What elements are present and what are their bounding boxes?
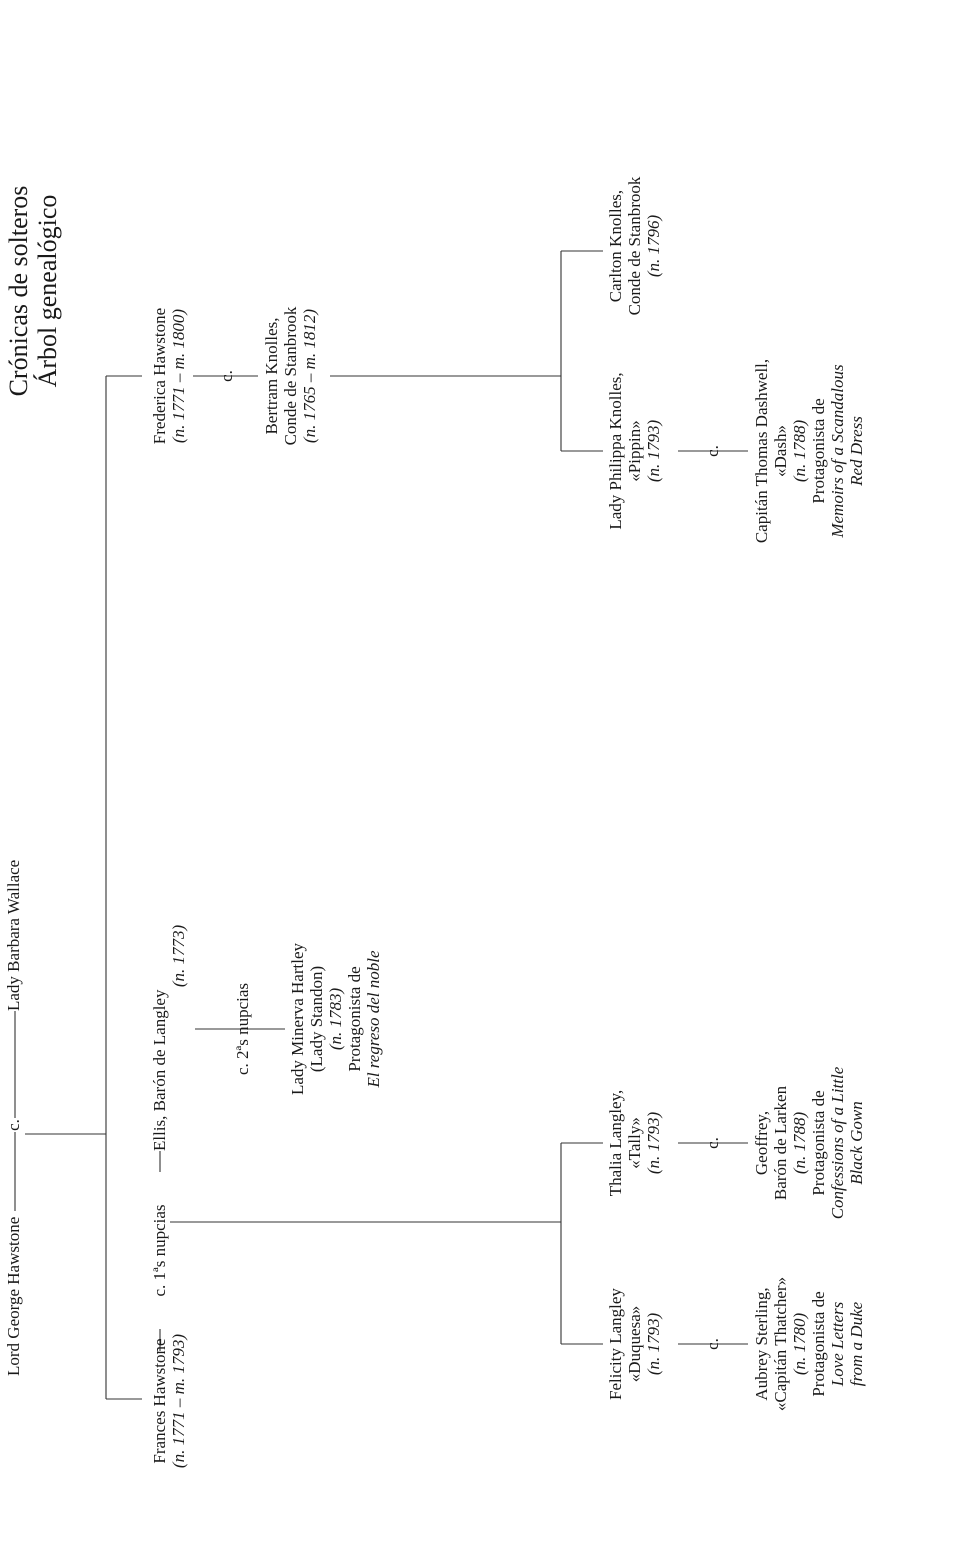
person-title: Barón de Larken	[771, 1085, 790, 1201]
person-barbara	[4, 841, 23, 1011]
person-minerva	[288, 929, 383, 1109]
person-alias: «Dash»	[771, 425, 790, 477]
person-name: Thalia Langley,	[606, 1089, 625, 1197]
protagonist-label: Protagonista de	[809, 398, 828, 504]
book-title: El regreso del noble	[364, 950, 383, 1088]
person-philippa	[606, 361, 663, 541]
person-alias: «Tally»	[625, 1117, 644, 1169]
person-dates: (n. 1780)	[790, 1312, 809, 1376]
person-title: Conde de Stanbrook	[281, 306, 300, 446]
person-dates: (n. 1771 – m. 1793)	[169, 1333, 188, 1469]
book-title-line-2: Black Gown	[847, 1101, 866, 1185]
person-alias: «Capitán Thatcher»	[771, 1276, 790, 1412]
second-marriage-label: c. 2ªs nupcias	[233, 982, 252, 1076]
person-dates: (n. 1793)	[644, 419, 663, 483]
person-george	[4, 1206, 23, 1376]
protagonist-label: Protagonista de	[809, 1291, 828, 1397]
marriage-label: c.	[703, 1137, 722, 1149]
person-name: Carlton Knolles,	[606, 189, 625, 303]
person-felicity	[606, 1274, 663, 1414]
book-title-line-1: Love Letters	[828, 1301, 847, 1387]
person-thomas	[752, 346, 866, 556]
person-geoffrey	[752, 1053, 866, 1233]
person-name: Lady Barbara Wallace	[4, 859, 23, 1011]
title-line-2: Árbol genealógico	[33, 194, 62, 388]
person-dates: (n. 1793)	[644, 1312, 663, 1376]
person-dates: (n. 1788)	[790, 1111, 809, 1175]
person-dates: (n. 1783)	[326, 987, 345, 1051]
person-alias: «Duquesa»	[625, 1305, 644, 1383]
person-frances	[150, 1321, 188, 1481]
person-aubrey	[752, 1269, 866, 1419]
person-name: Frederica Hawstone	[150, 307, 169, 445]
first-marriage-label: c. 1ªs nupcias	[150, 1204, 169, 1297]
person-name: Lord George Hawstone	[4, 1216, 23, 1376]
person-title: Conde de Stanbrook	[625, 176, 644, 316]
book-title-line-1: Confessions of a Little	[828, 1066, 847, 1220]
person-name: Capitán Thomas Dashwell,	[752, 358, 771, 544]
protagonist-label: Protagonista de	[809, 1090, 828, 1196]
person-thalia	[606, 1073, 663, 1213]
book-title-line-2: from a Duke	[847, 1301, 866, 1387]
person-name: Felicity Langley	[606, 1288, 625, 1400]
marriage-label: c.	[4, 1119, 23, 1131]
person-name: Aubrey Sterling,	[752, 1287, 771, 1401]
person-name: Lady Minerva Hartley	[288, 943, 307, 1095]
title-line-1: Crónicas de solteros	[4, 185, 33, 397]
marriage-label: c.	[703, 445, 722, 457]
person-bertram	[262, 286, 319, 466]
person-name: Frances Hawstone	[150, 1338, 169, 1464]
person-dates: (n. 1788)	[790, 419, 809, 483]
person-name: Ellis, Barón de Langley	[150, 989, 169, 1151]
person-dates: (n. 1771 – m. 1800)	[169, 308, 188, 444]
marriage-label: c.	[703, 1338, 722, 1350]
person-frederica	[150, 286, 188, 466]
book-title-line-2: Red Dress	[847, 416, 866, 486]
page-title	[4, 131, 62, 451]
person-dates: (n. 1796)	[644, 214, 663, 278]
person-dates: (n. 1765 – m. 1812)	[300, 308, 319, 444]
person-name: Lady Philippa Knolles,	[606, 372, 625, 530]
person-name: Geoffrey,	[752, 1110, 771, 1176]
person-dates: (n. 1773)	[169, 924, 188, 988]
person-alias: «Pippin»	[625, 420, 644, 482]
person-carlton	[606, 161, 663, 331]
protagonist-label: Protagonista de	[345, 966, 364, 1072]
book-title-line-1: Memoirs of a Scandalous	[828, 364, 847, 538]
person-dates: (n. 1793)	[644, 1111, 663, 1175]
person-alias: (Lady Standon)	[307, 965, 326, 1073]
person-name: Bertram Knolles,	[262, 317, 281, 435]
marriage-label: c.	[217, 370, 236, 382]
person-ellis	[150, 924, 188, 1151]
